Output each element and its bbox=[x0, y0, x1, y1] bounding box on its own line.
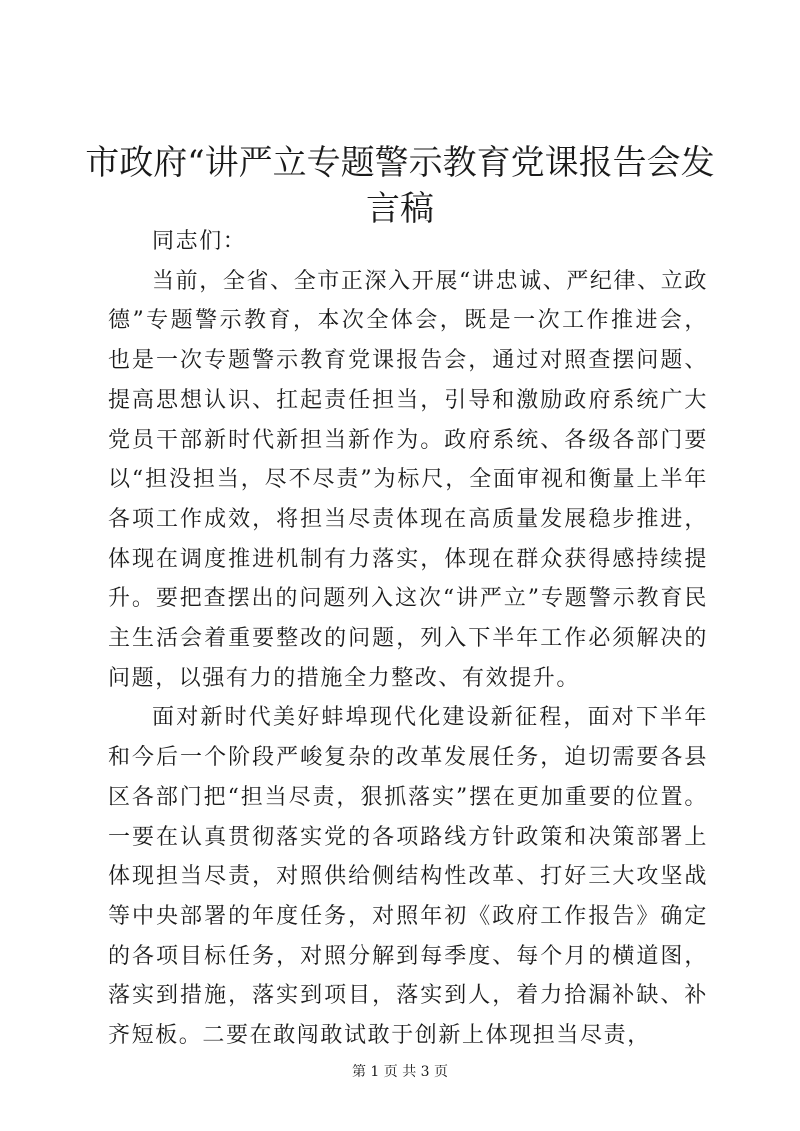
greeting: 同志们： bbox=[152, 229, 247, 254]
document-body bbox=[108, 222, 708, 1056]
paragraph-2: 面对新时代美好蚌埠现代化建设新征程，面对下半年和今后一个阶段严峻复杂的改革发展任务，迫切需要各县区各部门把“担当尽责，狠抓落实”摆在更加重要的位置。一要在认真贯彻落实党的各项路线方针政策和决策部署上体现担当尽责，对照供给侧结构性改革、打好三大攻坚战等中央部署的年度任务，对照年初《政府工作报告》确定的各项目标任务，对照分解到每季度、每个月的横道图，落实到措施，落实到项目，落实到人，着力拾漏补缺、补齐短板。二要在敢闯敢试敢于创新上体现担当尽责， bbox=[108, 705, 708, 1049]
page-number-footer: 第 1 页 共 3 页 bbox=[351, 1064, 449, 1080]
paragraph-1: 当前，全省、全市正深入开展“讲忠诚、严纪律、立政德”专题警示教育，本次全体会，既是一次工作推进会，也是一次专题警示教育党课报告会，通过对照查摆问题、提高思想认识、扛起责任担当，引导和激励政府系统广大党员干部新时代新担当新作为。政府系统、各级各部门要以“担没担当，尽不尽责”为标尺，全面审视和衡量上半年各项工作成效，将担当尽责体现在高质量发展稳步推进，体现在调度推进机制有力落实，体现在群众获得感持续提升。要把查摆出的问题列入这次“讲严立”专题警示教育民主生活会着重要整改的问题，列入下半年工作必须解决的问题，以强有力的措施全力整改、有效提升。 bbox=[108, 268, 708, 691]
document-title: 市政府“讲严立专题警示教育党课报告会发言稿 bbox=[85, 143, 715, 229]
